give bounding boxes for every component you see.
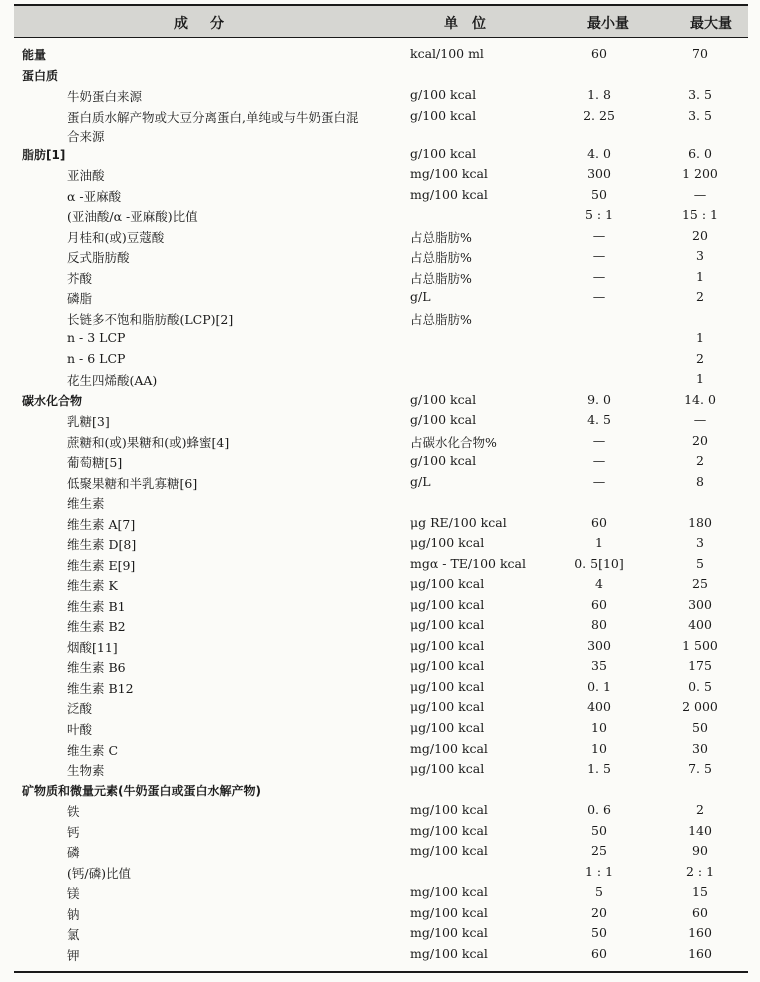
table-row [14,573,748,594]
row-unit: μg/100 kcal [410,658,485,674]
row-min: 35 [591,658,607,674]
row-name: 芥酸 [67,270,93,286]
table-row [14,594,748,615]
table-row [14,143,748,164]
row-name: 氯 [67,927,80,943]
row-min: 5 [595,884,603,900]
row-max: 20 [692,227,708,243]
row-unit: μg/100 kcal [410,596,485,612]
row-max: 5 [696,555,704,571]
row-max: — [693,412,707,428]
row-min: 5 : 1 [584,207,614,223]
table-row [14,553,748,574]
row-max: 8 [696,473,704,489]
row-min: 0. 5[10] [574,555,624,571]
row-min: 1 : 1 [584,863,614,879]
header-max: 最大量 [690,16,732,32]
row-max: 3 [696,248,704,264]
row-name: 矿物质和微量元素(牛奶蛋白或蛋白水解产物) [22,783,261,798]
table-row [14,676,748,697]
row-max: 2 [696,350,704,366]
row-name: 维生素 D[8] [67,537,137,553]
row-max: 0. 5 [688,678,712,694]
row-unit: g/100 kcal [410,412,477,428]
row-name: 维生素 B6 [67,660,126,676]
row-min: 9. 0 [587,391,611,407]
table-row [14,512,748,533]
row-name: 花生四烯酸(AA) [67,373,158,389]
row-name: 反式脂肪酸 [67,250,130,266]
row-unit: g/L [410,289,431,305]
table-row [14,922,748,943]
row-unit: 占总脂肪% [410,270,472,286]
row-min: 50 [591,822,607,838]
row-max: 7. 5 [688,761,712,777]
row-unit: μg/100 kcal [410,617,485,633]
table-row [14,389,748,410]
row-name: 铁 [67,804,80,820]
row-name: 蛋白质水解产物或大豆分离蛋白,单纯或与牛奶蛋白混合来源 [67,109,359,144]
table-row [14,105,748,143]
row-unit: 占碳水化合物% [410,434,497,450]
row-name: 镁 [67,886,80,902]
row-name: 泛酸 [67,701,93,717]
row-name: 维生素 A[7] [67,516,136,532]
row-name: 亚油酸 [67,168,105,184]
row-name: 乳糖[3] [67,414,110,430]
row-min: 4. 5 [587,412,611,428]
row-unit: μg/100 kcal [410,535,485,551]
row-min: 10 [591,740,607,756]
row-unit: mg/100 kcal [410,945,488,961]
row-min: 0. 1 [587,678,611,694]
row-name: (钙/磷)比值 [67,865,131,881]
row-max: 1 [696,371,704,387]
row-min: 4 [595,576,603,592]
row-min: 60 [591,945,607,961]
row-max: 160 [688,925,712,941]
row-name: 碳水化合物 [22,393,83,408]
table-row [14,286,748,307]
header-min: 最小量 [587,16,629,32]
row-max: 3 [696,535,704,551]
table-body [14,43,748,963]
row-unit: mg/100 kcal [410,822,488,838]
row-min: 80 [591,617,607,633]
row-max: 2 [696,289,704,305]
row-name: 磷脂 [67,291,93,307]
header-item: 成分 [174,16,246,32]
row-name: 月桂和(或)豆蔻酸 [67,229,165,245]
row-unit: g/L [410,473,431,489]
row-unit: mg/100 kcal [410,166,488,182]
row-max: 15 [692,884,708,900]
row-unit: g/100 kcal [410,145,477,161]
row-max: 25 [692,576,708,592]
row-max: 70 [692,46,708,61]
row-max: 60 [692,904,708,920]
row-name: n - 3 LCP [67,330,126,346]
table-row [14,84,748,105]
row-name: 维生素 B12 [67,680,134,696]
table-header [14,6,748,38]
row-unit: mg/100 kcal [410,925,488,941]
row-unit: g/100 kcal [410,87,477,103]
row-max: 1 500 [682,637,718,653]
row-name: 牛奶蛋白来源 [67,89,143,105]
row-unit: μg/100 kcal [410,719,485,735]
row-unit: 占总脂肪% [410,311,472,327]
row-unit: 占总脂肪% [410,250,472,266]
row-min: 300 [587,166,611,182]
row-max: 3. 5 [688,87,712,103]
row-max: 2 000 [682,699,718,715]
row-min: 25 [591,843,607,859]
table-row [14,840,748,861]
table-row [14,943,748,964]
row-min: 10 [591,719,607,735]
table-row [14,245,748,266]
row-max: 14. 0 [684,391,716,407]
row-min: 0. 6 [587,802,611,818]
table-row [14,779,748,800]
row-max: 160 [688,945,712,961]
row-name: 维生素 K [67,578,118,594]
row-name: 维生素 C [67,742,119,758]
table-row [14,163,748,184]
row-name: n - 6 LCP [67,350,126,366]
row-max: 6. 0 [688,145,712,161]
table-row [14,881,748,902]
table-row [14,799,748,820]
row-unit: mg/100 kcal [410,843,488,859]
row-min: 1. 8 [587,87,611,103]
table-row [14,450,748,471]
row-unit: g/100 kcal [410,453,477,469]
table-row [14,204,748,225]
row-max: 2 [696,453,704,469]
row-unit: mgα - TE/100 kcal [410,555,526,571]
table-row [14,738,748,759]
row-min: — [592,227,606,243]
row-max: 90 [692,843,708,859]
row-min: — [592,289,606,305]
table-row [14,184,748,205]
table-bottom-rule [14,971,748,973]
row-min: 2. 25 [583,107,615,123]
table-row [14,861,748,882]
row-name: 维生素 E[9] [67,557,136,573]
row-max: 2 [696,802,704,818]
table-row [14,64,748,85]
table-row [14,758,748,779]
row-unit: mg/100 kcal [410,802,488,818]
row-unit: μg RE/100 kcal [410,514,507,530]
row-name: 低聚果糖和半乳寡糖[6] [67,475,198,491]
row-min: 1 [595,535,603,551]
row-min: 300 [587,637,611,653]
row-unit: μg/100 kcal [410,678,485,694]
row-unit: 占总脂肪% [410,229,472,245]
row-unit: μg/100 kcal [410,576,485,592]
table-row [14,614,748,635]
table-row [14,266,748,287]
row-name: 维生素 B2 [67,619,126,635]
row-min: 50 [591,925,607,941]
table-row [14,717,748,738]
row-max: 30 [692,740,708,756]
row-max: 50 [692,719,708,735]
table-row [14,635,748,656]
row-min: 60 [591,596,607,612]
row-min: 60 [591,46,607,61]
row-unit: g/100 kcal [410,107,477,123]
row-min: 20 [591,904,607,920]
table-row [14,43,748,64]
row-name: 叶酸 [67,721,93,737]
row-unit: g/100 kcal [410,391,477,407]
row-name: 钾 [67,947,80,963]
row-max: 300 [688,596,712,612]
row-max: 1 [696,330,704,346]
row-name: 维生素 B1 [67,598,126,614]
row-name: 维生素 [67,496,105,512]
row-name: 生物素 [67,763,105,779]
row-unit: mg/100 kcal [410,884,488,900]
row-name: 钙 [67,824,80,840]
row-unit: μg/100 kcal [410,761,485,777]
row-min: 4. 0 [587,145,611,161]
row-max: 180 [688,514,712,530]
row-unit: μg/100 kcal [410,699,485,715]
table-row [14,327,748,348]
row-name: 蔗糖和(或)果糖和(或)蜂蜜[4] [67,434,230,450]
table-row [14,225,748,246]
table-row [14,532,748,553]
table-row [14,471,748,492]
row-name: 蛋白质 [22,68,59,83]
row-max: 140 [688,822,712,838]
row-min: 50 [591,186,607,202]
row-max: 175 [688,658,712,674]
row-name: 脂肪[1] [22,147,66,162]
table-row [14,902,748,923]
table-row [14,655,748,676]
row-name: 能量 [22,48,47,62]
row-max: — [693,186,707,202]
row-name: 葡萄糖[5] [67,455,123,471]
table-row [14,820,748,841]
row-name: (亚油酸/α -亚麻酸)比值 [67,209,198,225]
row-max: 1 200 [682,166,718,182]
row-name: 钠 [67,906,80,922]
table-row [14,696,748,717]
row-unit: mg/100 kcal [410,740,488,756]
row-unit: kcal/100 ml [410,46,484,61]
table-row [14,348,748,369]
row-min: 1. 5 [587,761,611,777]
table-row [14,491,748,512]
table-row [14,368,748,389]
table-row [14,307,748,328]
table-row [14,409,748,430]
row-max: 3. 5 [688,107,712,123]
row-min: — [592,432,606,448]
row-max: 15 : 1 [681,207,719,223]
row-min: 60 [591,514,607,530]
row-min: — [592,268,606,284]
row-min: — [592,248,606,264]
row-name: α -亚麻酸 [67,188,122,204]
row-max: 2 : 1 [685,863,715,879]
row-unit: mg/100 kcal [410,904,488,920]
row-min: — [592,453,606,469]
row-max: 20 [692,432,708,448]
row-min: — [592,473,606,489]
row-unit: mg/100 kcal [410,186,488,202]
row-max: 400 [688,617,712,633]
row-min: 400 [587,699,611,715]
row-unit: μg/100 kcal [410,637,485,653]
header-unit: 单位 [444,16,500,32]
row-max: 1 [696,268,704,284]
row-name: 磷 [67,845,80,861]
row-name: 长链多不饱和脂肪酸(LCP)[2] [67,311,234,327]
table-row [14,430,748,451]
row-name: 烟酸[11] [67,639,118,655]
